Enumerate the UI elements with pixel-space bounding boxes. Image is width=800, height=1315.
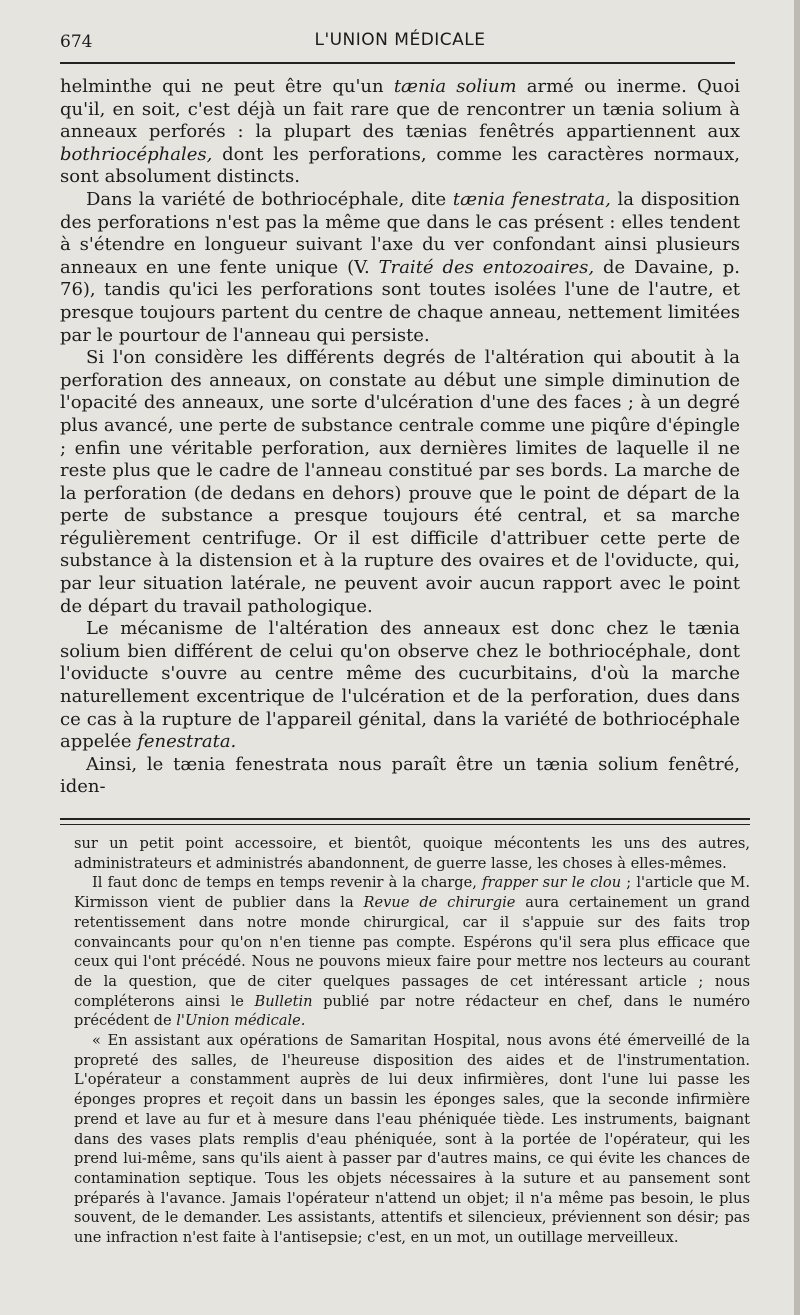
italic-run: Bulletin: [254, 992, 313, 1010]
italic-run: l'Union médicale.: [176, 1012, 306, 1030]
page-header: [60, 26, 740, 56]
note-paragraph-3: « En assistant aux opérations de Samaritan Hospital, nous avons été émerveillé de la propreté des salles, de l'heureuse disposition des aides et de l'instrumentation. L'opérateur a constamment auprès de lui deux infirmières, dont l'une lui passe les éponges propres et reçoit dans un bassin les éponges sales, que la seconde infirmière prend et lave au fur et à mesure dans l'eau phéniquée tiède. Les instruments, baignant dans des vases plats remplis d'eau phéniquée, sont à la portée de l'opérateur, qui les prend lui-même, sans qu'ils aient à passer par d'autres mains, ce qui évite les chances de contamination septique. Tous les objets nécessaires à la suture et au pansement sont préparés à l'avance. Jamais l'opérateur n'attend un objet; il n'a même pas besoin, le plus souvent, de le demander. Les assistants, attentifs et silencieux, préviennent son désir; pas une infraction n'est faite à l'antisepsie; c'est, en un mot, un outillage merveilleux.: [74, 1032, 750, 1247]
text-run: armé ou inerme. Quoi qu'il, en soit, c'est déjà un fait rare que de rencontrer un tænia solium à anneaux perforés : la plupart des tænias fenêtrés appartiennent aux: [60, 76, 740, 143]
text-run: publié par notre rédacteur en chef, dans le numéro précédent de: [74, 992, 750, 1030]
text-run: Il faut donc de temps en temps revenir à la charge,: [92, 874, 483, 892]
note-paragraph-2: [74, 873, 750, 1031]
italic-run: fenestrata.: [137, 731, 237, 753]
paragraph-5: Ainsi, le tænia fenestrata nous paraît être un tænia solium fenêtré, iden-: [60, 753, 740, 798]
text-run: Dans la variété de bothriocéphale, dite: [86, 188, 453, 210]
text-run: de Davaine, p. 76), tandis qu'ici les perforations sont toutes isolées l'une de l'autre, et presque toujours partent du centre de chaque anneau, nettement limitées par le pourtour de l'anneau qui persiste.: [60, 256, 741, 346]
text-run: Le mécanisme de l'altération des anneaux est donc chez le tænia solium bien différent de celui qu'on observe chez le bothriocéphale, dont l'oviducte s'ouvre au centre même des cucurbitains, d'où la marche naturellement excentrique de l'ulcération et de la perforation, dues dans ce cas à la rupture de l'appareil génital, dans la variété de bothriocéphale appelée: [60, 618, 740, 753]
paragraph-2: [60, 189, 740, 347]
italic-run: tænia fenestrata,: [452, 188, 611, 210]
note-paragraph-1: sur un petit point accessoire, et bientôt, quoique mécontents les uns des autres, administrateurs et administrés abandonnent, de guerre lasse, les choses à elles-mêmes.: [74, 835, 750, 872]
text-run: ; l'article que M. Kirmisson vient de publier dans la: [74, 874, 750, 912]
page-edge-shadow: [794, 0, 800, 1315]
text-run: dont les perforations, comme les caractères normaux, sont absolument distincts.: [60, 143, 740, 188]
running-title: L'UNION MÉDICALE: [314, 30, 486, 50]
feuilleton-separator: [60, 818, 750, 825]
header-rule: [60, 62, 735, 64]
italic-run: frapper sur le clou: [482, 874, 622, 892]
feuilleton-text: [74, 834, 750, 1248]
paragraph-4: [60, 618, 740, 754]
text-run: aura certainement un grand retentissement dans notre monde chirurgical, car il s'appuie sur des faits trop convaincants pour qu'on n'en tienne pas compte. Espérons qu'il sera plus efficace que ceux qui l'ont précédé. Nous ne pouvons mieux faire pour mettre nos lecteurs au courant de la question, que de citer quelques passages de cet intéressant article ; nous compléterons ainsi le: [74, 894, 751, 1010]
text-run: la disposition des perforations n'est pas la même que dans le cas présent : elles tendent à s'étendre en longueur suivant l'axe du ver confondant ainsi plusieurs anneaux en une fente unique (V.: [60, 188, 740, 278]
main-text: [60, 76, 740, 799]
italic-run: tænia solium: [393, 76, 517, 97]
paragraph-3: Si l'on considère les différents degrés de l'altération qui aboutit à la perforation des anneaux, on constate au début une simple diminution de l'opacité des anneaux, une sorte d'ulcération d'une des faces ; à un degré plus avancé, une perte de substance centrale comme une piqûre d'épingle ; enfin une véritable perforation, aux dernières limites de laquelle il ne reste plus que le cadre de l'anneau constitué par ses bords. La marche de la perforation (de dedans en dehors) prouve que le point de départ de la perte de substance a presque toujours été central, et sa marche régulièrement centrifuge. Or il est difficile d'attribuer cette perte de substance à la distension et à la rupture des ovaires et de l'oviducte, qui, par leur situation latérale, ne peuvent avoir aucun rapport avec le point de départ du travail pathologique.: [60, 347, 740, 617]
italic-run: Traité des entozoaires,: [378, 256, 595, 278]
italic-run: bothriocéphales,: [60, 143, 213, 165]
paragraph-1: [60, 76, 740, 189]
page-number: 674: [60, 32, 93, 52]
text-run: helminthe qui ne peut être qu'un: [60, 76, 394, 97]
italic-run: Revue de chirurgie: [363, 894, 516, 912]
